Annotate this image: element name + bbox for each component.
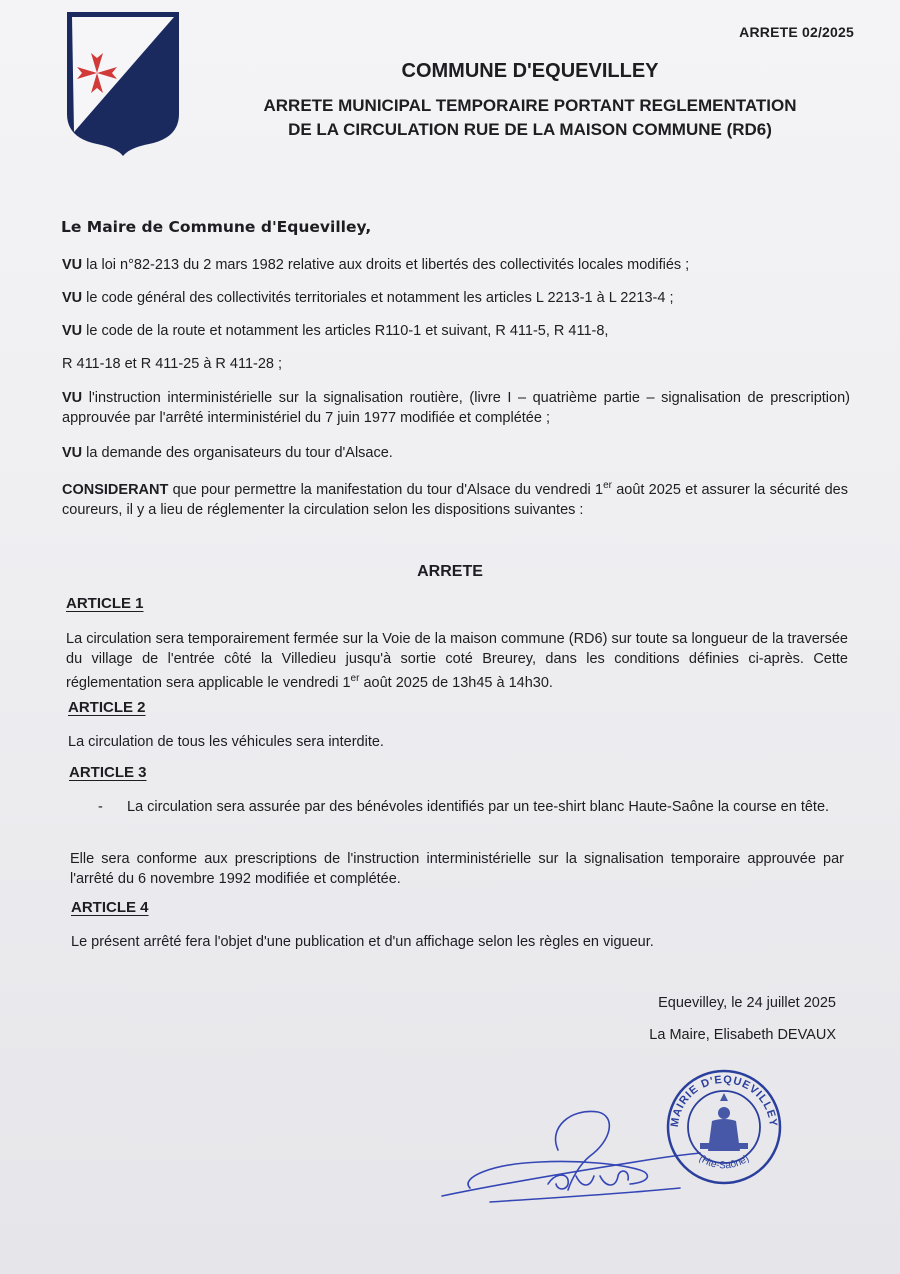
mairie-seal-stamp-icon [660, 1063, 788, 1185]
article-2-text: La circulation de tous les véhicules sera interdite. [68, 734, 384, 750]
vu-text: la demande des organisateurs du tour d'Alsace. [82, 445, 393, 461]
vu-text: le code de la route et notamment les articles R110-1 et suivant, R 411-5, R 411-8, [82, 323, 609, 339]
maltese-cross-shield-icon [63, 10, 183, 158]
vu-text: R 411-18 et R 411-25 à R 411-28 ; [62, 356, 283, 372]
article-1-text [66, 629, 848, 693]
article-3-text: Elle sera conforme aux prescriptions de l'instruction interministérielle sur la signalisation temporaire approuvée par l'arrêté du 6 novembre 1992 modifiée et complétée. [70, 851, 844, 887]
vu-label: VU [62, 323, 83, 339]
vu-clause [62, 288, 852, 308]
considerant-clause [62, 476, 848, 520]
vu-clause [62, 321, 852, 341]
decree-reference: ARRETE 02/2025 [739, 24, 854, 40]
vu-label: VU [62, 257, 83, 273]
vu-label: VU [62, 445, 83, 461]
vu-label: VU [62, 390, 83, 406]
article-1-title: ARTICLE 1 [66, 595, 144, 612]
subtitle-line-1: ARRETE MUNICIPAL TEMPORAIRE PORTANT REGLEMENTATION [263, 96, 797, 115]
mayor-intro: Le Maire de Commune d'Equevilley, [61, 218, 372, 236]
signatory: La Maire, Elisabeth DEVAUX [649, 1027, 836, 1043]
considerant-text-a: que pour permettre la manifestation du tour d'Alsace du vendredi 1 [168, 481, 604, 498]
stamp-bottom-text: (Hte-Saône) [696, 1153, 752, 1172]
vu-clause [62, 443, 852, 463]
stamp-top-text: MAIRIE D'EQUEVILLEY [668, 1073, 780, 1128]
vu-clause [62, 388, 850, 428]
article-3-bullet: La circulation sera assurée par des bénévoles identifiés par un tee-shirt blanc Haute-Saône la course en tête. [127, 799, 830, 815]
vu-text: l'instruction interministérielle sur la signalisation routière, (livre I – quatrième partie – signalisation de prescription) approuvée par l'arrêté interministériel du 7 juin 1977 modifiée et complétée ; [62, 390, 850, 426]
vu-text: la loi n°82-213 du 2 mars 1982 relative aux droits et libertés des collectivités locales modifiés ; [82, 257, 690, 273]
vu-clause-continuation [62, 354, 852, 374]
article-4-title: ARTICLE 4 [71, 899, 149, 916]
vu-clause [62, 255, 852, 275]
article-2-title: ARTICLE 2 [68, 699, 146, 716]
ordinal-suffix: er [603, 480, 612, 491]
article-1-text-b: août 2025 de 13h45 à 14h30. [359, 674, 553, 691]
article-3-title: ARTICLE 3 [69, 764, 147, 781]
subtitle-line-2: DE LA CIRCULATION RUE DE LA MAISON COMMUNE (RD6) [288, 120, 772, 139]
svg-text:(Hte-Saône) [697, 1153, 752, 1171]
decree-subtitle [200, 94, 860, 142]
article-4-text: Le présent arrêté fera l'objet d'une publication et d'un affichage selon les règles en vigueur. [71, 934, 654, 950]
considerant-text-b: août 2025 et assurer la sécurité des coureurs, il y a lieu de réglementer la circulation selon les dispositions suivantes : [62, 481, 849, 518]
considerant-label: CONSIDERANT [62, 481, 169, 498]
ordinal-suffix: er [350, 673, 360, 684]
place-date: Equevilley, le 24 juillet 2025 [658, 995, 836, 1011]
article-1-text-a: La circulation sera temporairement fermée sur la Voie de la maison commune (RD6) sur toute sa longueur de la traversée du village de l'entrée côté la Villedieu jusqu'à sortie coté Breurey, dans les conditions définies ci-après. Cette réglementation sera applicable le vendredi 1 [66, 631, 848, 691]
decree-title: ARRETE [417, 563, 483, 580]
vu-text: le code général des collectivités territoriales et notamment les articles L 2213-1 à L 2213-4 ; [82, 290, 674, 306]
bullet-dash: - [98, 799, 103, 815]
commune-title: COMMUNE D'EQUEVILLEY [401, 60, 659, 82]
vu-label: VU [62, 290, 83, 306]
